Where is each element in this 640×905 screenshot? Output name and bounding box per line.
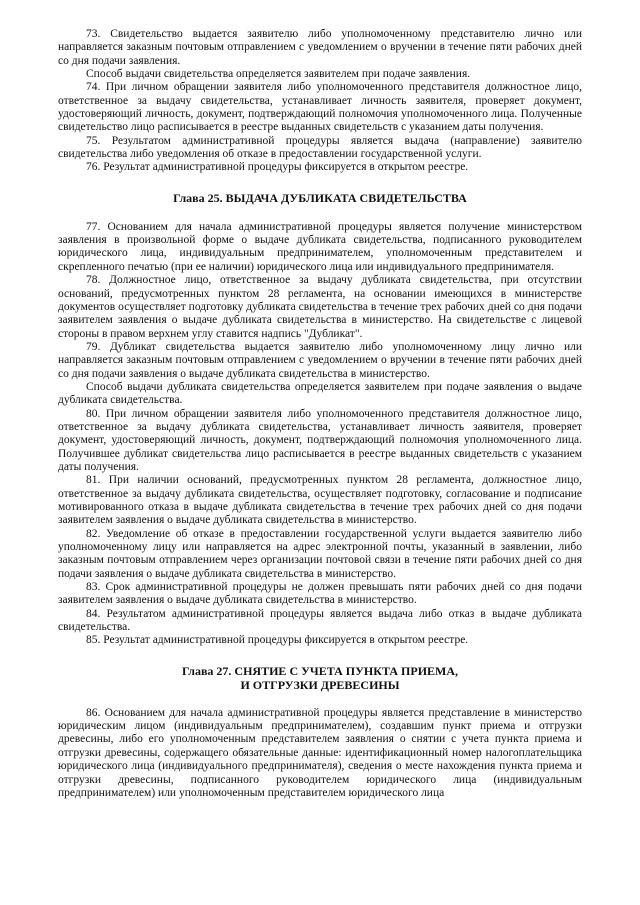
paragraph-77: 77. Основанием для начала административной процедуры является получение министерством заявления в произвольной форме о выдаче дубликата свидетельства, подписанного руководителем юридического лица, индивидуальным предпринимателем, уполномоченным представителем и скрепленного печатью (при ее наличии) юридического лица или индивидуального предпринимателя. [58,220,582,273]
chapter-27-heading [58,664,582,692]
paragraph-82: 82. Уведомление об отказе в предоставлении государственной услуги выдается заявителю либо уполномоченному лицу или направляется на адрес электронной почты, указанный в заявлении, либо заказным почтовым отправлением через организации почтовой связи в течение пяти рабочих дней со дня подачи заявления о выдаче дубликата свидетельства в министерство. [58,527,582,580]
paragraph-delivery-method: Способ выдачи свидетельства определяется заявителем при подаче заявления. [86,68,471,81]
paragraph-74: 74. При личном обращении заявителя либо уполномоченного представителя должностное лицо, ответственное за выдачу свидетельства, устанавливает личность заявителя, проверяет документ, удостоверяющий личность, документ, подтверждающий полномочия уполномоченного лица. Полученные свидетельство лицо расписывается в реестре выданных свидетельств с указанием даты получения. [58,81,582,134]
paragraph-80: 80. При личном обращении заявителя либо уполномоченного представителя должностное лицо, ответственное за выдачу дубликата свидетельства, устанавливает личность заявителя, проверяет документ, удостоверяющий личность, документ, подтверждающий полномочия уполномоченного лица. Получившее дубликат свидетельства лицо расписывается в реестре выданных свидетельств с указанием даты получения. [58,407,582,473]
paragraph-83: 83. Срок административной процедуры не должен превышать пяти рабочих дней со дня подачи заявителем заявления о выдаче дубликата свидетельства в министерство. [58,581,582,607]
paragraph-78: 78. Должностное лицо, ответственное за выдачу дубликата свидетельства, при отсутствии оснований, предусмотренных пунктом 28 регламента, на основании имеющихся в министерстве документов осуществляет подготовку дубликата свидетельства в течение трех рабочих дней со дня подачи заявителем заявления о выдаче дубликата свидетельства в министерство. На свидетельстве с лицевой стороны в правом верхнем углу ставится надпись "Дубликат". [58,274,582,340]
paragraph-76: 76. Результат административной процедуры фиксируется в открытом реестре. [86,161,469,174]
paragraph-73: 73. Свидетельство выдается заявителю либо уполномоченному представителю лично или направляется заказным почтовым отправлением с уведомлением о вручении в течение пяти рабочих дней со дня подачи заявления. [58,28,582,67]
chapter-27-heading-line-1: Глава 27. СНЯТИЕ С УЧЕТА ПУНКТА ПРИЕМА, [181,663,459,678]
paragraph-85: 85. Результат административной процедуры фиксируется в открытом реестре. [86,634,469,647]
document-page [58,28,582,800]
paragraph-79: 79. Дубликат свидетельства выдается заявителю либо уполномоченному лицу лично или направляется заказным почтовым отправлением с уведомлением о вручении в течение пяти рабочих дней со дня подачи заявления о выдаче дубликата свидетельства в министерство. [58,340,582,380]
paragraph-75: 75. Результатом административной процедуры является выдача (направление) заявителю свидетельства либо уведомления об отказе в предоставлении государственной услуги. [58,134,582,161]
paragraph-86: 86. Основанием для начала административной процедуры является представление в министерство юридическим лицом (индивидуальным предпринимателем), создавшим пункт приема и отгрузки древесины, либо его уполномоченным представителем заявления о снятии с учета пункта приема и отгрузки древесины, содержащего обязательные данные: идентификационный номер налогоплательщика юридического лица (индивидуального предпринимателя), сведения о месте нахождения пункта приема и отгрузки древесины, подписанного руководителем юридического лица (индивидуальным предпринимателем) или уполномоченным представителем юридического лица [58,706,582,799]
chapter-25-heading: Глава 25. ВЫДАЧА ДУБЛИКАТА СВИДЕТЕЛЬСТВА [173,190,467,205]
paragraph-81: 81. При наличии оснований, предусмотренных пунктом 28 регламента, должностное лицо, ответственное за выдачу дубликата свидетельства, осуществляет подготовку, согласование и подписание мотивированного отказа в выдаче дубликата свидетельства в течение трех рабочих дней со дня подачи заявителем заявления о выдаче дубликата свидетельства в министерство. [58,474,582,527]
paragraph-duplicate-delivery-method: Способ выдачи дубликата свидетельства определяется заявителем при подаче заявления о выдаче дубликата свидетельства. [58,380,582,407]
paragraph-84: 84. Результатом административной процедуры является выдача либо отказ в выдаче дубликата свидетельства. [58,607,582,634]
chapter-27-heading-line-2: И ОТГРУЗКИ ДРЕВЕСИНЫ [240,677,400,692]
